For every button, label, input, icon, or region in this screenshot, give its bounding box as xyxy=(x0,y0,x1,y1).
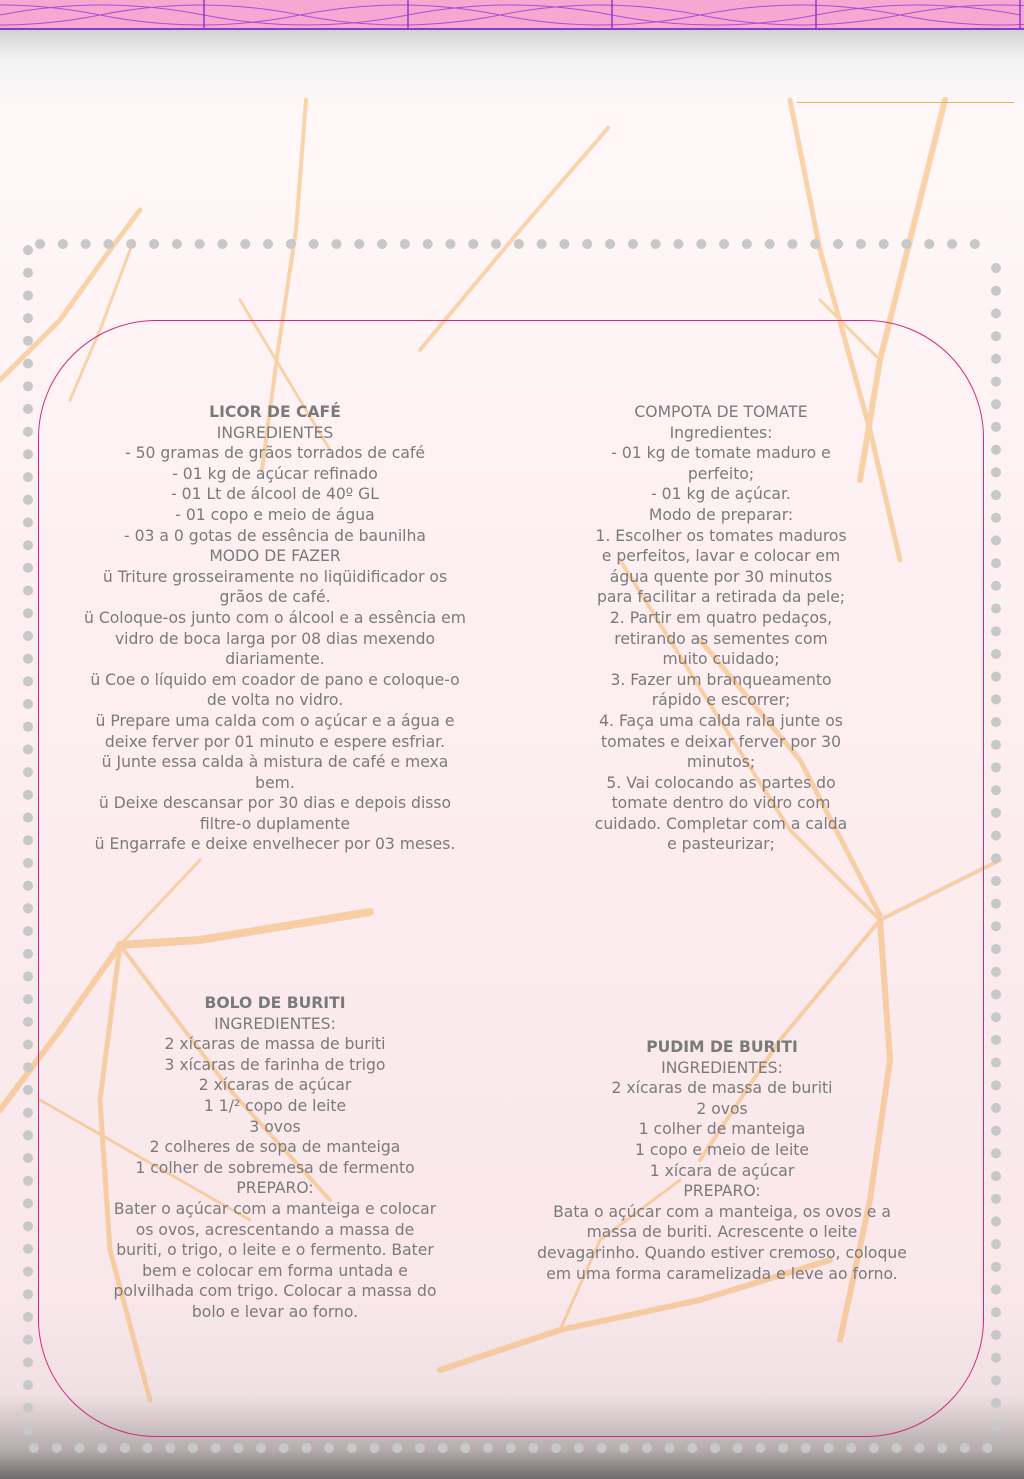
recipe-pudim-de-buriti xyxy=(512,1037,932,1284)
recipe-line: - 01 kg de açúcar refinado xyxy=(172,464,378,483)
recipe-line: 1 colher de sobremesa de fermento xyxy=(135,1158,415,1177)
recipe-line: 2 xícaras de massa de buriti xyxy=(611,1079,833,1098)
recipe-line: Bater o açúcar com a manteiga e colocar xyxy=(113,1199,437,1218)
recipe-title: PUDIM DE BURITI xyxy=(646,1038,798,1056)
recipe-line: 1 copo e meio de leite xyxy=(635,1140,809,1159)
recipe-compota-de-tomate xyxy=(578,402,864,855)
recipe-line: - 01 kg de tomate maduro e xyxy=(611,444,831,463)
recipe-line: água quente por 30 minutos xyxy=(609,567,833,586)
recipe-line: tomate dentro do vidro com xyxy=(611,794,831,813)
recipe-line: buriti, o trigo, o leite e o fermento. Bater xyxy=(116,1241,434,1260)
recipe-line: 1 1/² copo de leite xyxy=(203,1096,347,1115)
recipe-line: em uma forma caramelizada e leve ao forno. xyxy=(546,1264,898,1283)
decorative-orange-line xyxy=(797,102,1014,103)
recipe-line: ü Engarrafe e deixe envelhecer por 03 meses. xyxy=(94,835,456,854)
recipe-line: 2 colheres de sopa de manteiga xyxy=(149,1138,401,1157)
recipe-line: bem. xyxy=(255,773,295,792)
recipe-line: MODO DE FAZER xyxy=(209,547,341,566)
recipe-line: perfeito; xyxy=(687,464,755,483)
recipe-line: - 01 copo e meio de água xyxy=(175,505,375,524)
recipe-line: massa de buriti. Acrescente o leite xyxy=(586,1223,858,1242)
recipe-line: 3 ovos xyxy=(249,1117,301,1136)
recipe-line: rápido e escorrer; xyxy=(651,691,791,710)
recipe-line: 1. Escolher os tomates maduros xyxy=(595,526,847,545)
recipe-line: de volta no vidro. xyxy=(206,691,344,710)
recipe-line: 3 xícaras de farinha de trigo xyxy=(164,1055,386,1074)
recipe-line: e pasteurizar; xyxy=(667,835,775,854)
recipe-title: COMPOTA DE TOMATE xyxy=(634,403,808,421)
recipe-line: polvilhada com trigo. Colocar a massa do xyxy=(113,1282,437,1301)
recipe-line: devagarinho. Quando estiver cremoso, coloque xyxy=(537,1243,907,1262)
recipe-line: ü Prepare uma calda com o açúcar e a água e xyxy=(95,711,455,730)
recipe-line: 2 xícaras de massa de buriti xyxy=(164,1035,386,1054)
recipe-line: - 03 a 0 gotas de essência de baunilha xyxy=(124,526,426,545)
recipe-line: bem e colocar em forma untada e xyxy=(142,1261,408,1280)
recipe-line: Ingredientes: xyxy=(669,423,773,442)
recipe-line: 5. Vai colocando as partes do xyxy=(606,773,836,792)
recipe-line: ü Triture grosseiramente no liqüidificador os xyxy=(102,567,448,586)
recipe-line: tomates e deixar ferver por 30 xyxy=(600,732,842,751)
recipe-line: e perfeitos, lavar e colocar em xyxy=(601,547,841,566)
recipe-line: os ovos, acrescentando a massa de xyxy=(135,1220,415,1239)
recipe-line: grãos de café. xyxy=(219,588,331,607)
recipe-line: para facilitar a retirada da pele; xyxy=(596,588,846,607)
recipe-line: ü Coloque-os junto com o álcool e a essência em xyxy=(84,608,466,627)
recipe-line: filtre-o duplamente xyxy=(199,814,351,833)
recipe-line: 2 ovos xyxy=(696,1099,748,1118)
recipe-line: INGREDIENTES xyxy=(216,423,334,442)
recipe-bolo-de-buriti xyxy=(90,993,460,1323)
recipe-line: PREPARO: xyxy=(683,1182,761,1201)
recipe-line: - 01 Lt de álcool de 40º GL xyxy=(171,485,379,504)
recipe-line: INGREDIENTES: xyxy=(214,1014,336,1033)
recipe-line: ü Junte essa calda à mistura de café e mexa xyxy=(101,753,449,772)
recipe-line: 1 colher de manteiga xyxy=(638,1120,806,1139)
recipe-line: Bata o açúcar com a manteiga, os ovos e a xyxy=(553,1202,891,1221)
recipe-line: 2 xícaras de açúcar xyxy=(198,1076,352,1095)
recipe-line: retirando as sementes com xyxy=(614,629,828,648)
recipe-line: minutos; xyxy=(686,753,756,772)
recipe-line: 3. Fazer um branqueamento xyxy=(610,670,832,689)
recipe-line: cuidado. Completar com a calda xyxy=(594,814,848,833)
recipe-line: diariamente. xyxy=(225,650,325,669)
recipe-title: LICOR DE CAFÉ xyxy=(209,403,341,421)
recipe-line: - 50 gramas de grãos torrados de café xyxy=(125,444,425,463)
recipe-line: ü Coe o líquido em coador de pano e coloque-o xyxy=(90,670,460,689)
recipe-line: 2. Partir em quatro pedaços, xyxy=(609,608,833,627)
recipe-title: BOLO DE BURITI xyxy=(204,994,346,1012)
recipe-line: bolo e levar ao forno. xyxy=(191,1302,359,1321)
recipe-line: 1 xícara de açúcar xyxy=(649,1161,795,1180)
recipe-licor-de-cafe xyxy=(58,402,492,855)
recipe-line: deixe ferver por 01 minuto e espere esfriar. xyxy=(104,732,446,751)
recipe-line: 4. Faça uma calda rala junte os xyxy=(599,711,843,730)
recipe-line: Modo de preparar: xyxy=(648,505,794,524)
recipe-line: PREPARO: xyxy=(236,1179,314,1198)
recipe-line: INGREDIENTES: xyxy=(661,1058,783,1077)
recipe-line: ü Deixe descansar por 30 dias e depois disso xyxy=(98,794,452,813)
recipe-line: muito cuidado; xyxy=(662,650,780,669)
recipe-line: - 01 kg de açúcar. xyxy=(651,485,791,504)
recipe-line: vidro de boca larga por 08 dias mexendo xyxy=(114,629,436,648)
